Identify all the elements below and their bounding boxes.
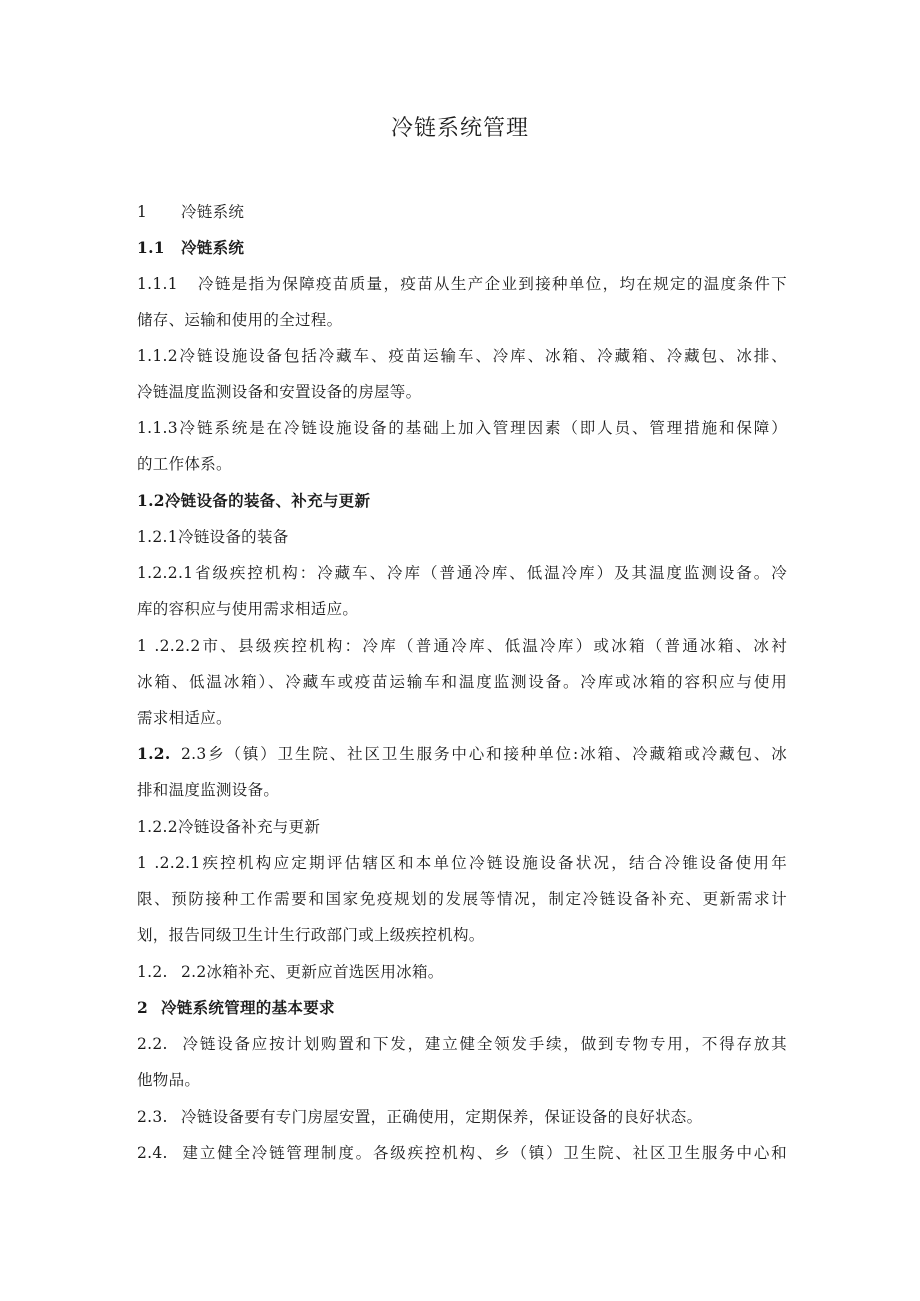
section-number: 2 <box>137 998 149 1017</box>
subheading-line: 1.2.2冷链设备补充与更新 <box>137 818 321 836</box>
paragraph-line: 1 .2.2.2市、县级疾控机构：冷库（普通冷库、低温冷库）或冰箱（普通冰箱、冰衬 <box>137 637 787 655</box>
paragraph-line <box>137 1105 787 1127</box>
page-title: 冷链系统管理 <box>390 116 529 141</box>
paragraph-line: 的工作体系。 <box>137 455 232 473</box>
section-number: 1.1 <box>137 238 165 257</box>
paragraph-line <box>137 742 787 764</box>
paragraph-line: 冷链温度监测设备和安置设备的房屋等。 <box>137 383 422 401</box>
line-text: 冷链设备应按计划购置和下发，建立健全领发手续，做到专物专用，不得存放其 <box>181 1035 787 1053</box>
paragraph-line <box>137 1032 787 1054</box>
paragraph-line: 库的容积应与使用需求相适应。 <box>137 600 359 618</box>
paragraph-line <box>137 1141 787 1163</box>
subheading-line: 1.2.1冷链设备的装备 <box>137 528 289 546</box>
paragraph-line: 需求相适应。 <box>137 709 232 727</box>
heading-2 <box>137 996 787 1018</box>
paragraph-line <box>137 960 787 982</box>
paragraph-line: 1.2.2.1省级疾控机构：冷藏车、冷库（普通冷库、低温冷库）及其温度监测设备。冷 <box>137 564 787 582</box>
heading-text: 冷链系统 <box>181 203 245 221</box>
paragraph-line: 1.1.2冷链设施设备包括冷藏车、疫苗运输车、冷库、冰箱、冷藏箱、冷藏包、冰排、 <box>137 347 787 365</box>
section-number: 1.2. <box>137 744 171 763</box>
paragraph-line: 1 .2.2.1疾控机构应定期评估辖区和本单位冷链设施设备状况，结合冷锥设备使用年 <box>137 854 787 872</box>
heading-1-2: 1.2冷链设备的装备、补充与更新 <box>137 491 371 510</box>
paragraph-line: 限、预防接种工作需要和国家免疫规划的发展等情况，制定冷链设备补充、更新需求计 <box>137 890 787 908</box>
paragraph-line: 排和温度监测设备。 <box>137 781 280 799</box>
section-number: 1.1.1 <box>137 275 178 293</box>
section-number: 1 <box>137 203 148 221</box>
section-number: 2.2. <box>137 1035 168 1053</box>
heading-1-1 <box>137 236 787 258</box>
line-text: 建立健全冷链管理制度。各级疾控机构、乡（镇）卫生院、社区卫生服务中心和 <box>181 1144 787 1162</box>
line-text: 冷链是指为保障疫苗质量，疫苗从生产企业到接种单位，均在规定的温度条件下 <box>197 275 787 293</box>
section-number: 1.2. <box>137 963 168 981</box>
paragraph-line <box>137 272 787 294</box>
paragraph-line: 划，报告同级卫生计生行政部门或上级疾控机构。 <box>137 926 485 944</box>
heading-1 <box>137 200 787 222</box>
heading-text: 冷链系统管理的基本要求 <box>161 998 335 1017</box>
paragraph-line: 1.1.3冷链系统是在冷链设施设备的基础上加入管理因素（即人员、管理措施和保障） <box>137 419 787 437</box>
section-number: 2.3. <box>137 1108 168 1126</box>
paragraph-line: 他物品。 <box>137 1071 201 1089</box>
line-text: 冷链设备要有专门房屋安置，正确使用，定期保养，保证设备的良好状态。 <box>181 1108 703 1126</box>
heading-text: 冷链系统 <box>181 238 245 257</box>
line-text: 2.2冰箱补充、更新应首选医用冰箱。 <box>181 963 444 981</box>
paragraph-line: 储存、运输和使用的全过程。 <box>137 311 343 329</box>
paragraph-line: 冰箱、低温冰箱）、冷藏车或疫苗运输车和温度监测设备。冷库或冰箱的容积应与使用 <box>137 673 787 691</box>
section-number: 2.4. <box>137 1144 168 1162</box>
line-text: 2.3乡（镇）卫生院、社区卫生服务中心和接种单位:冰箱、冷藏箱或冷藏包、冰 <box>181 745 787 763</box>
